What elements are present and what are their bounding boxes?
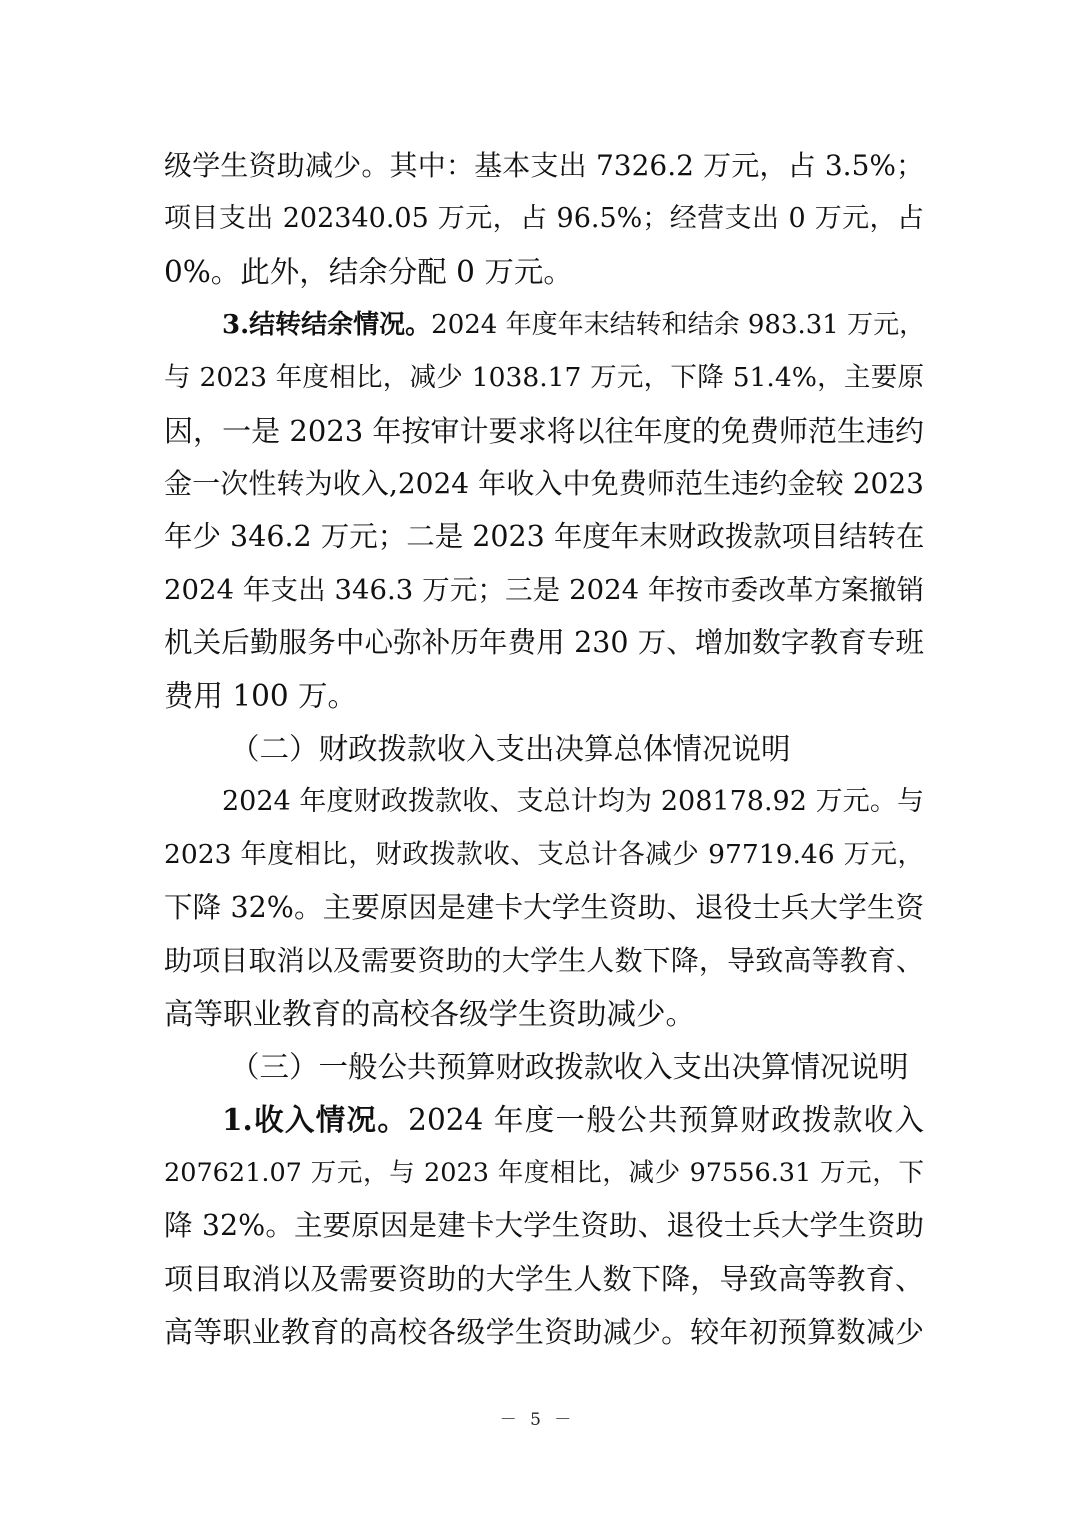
- paragraph-line: 高等职业教育的高校各级学生资助减少。较年初预算数减少: [164, 1315, 924, 1349]
- paragraph-line: 2024 年度财政拨款收、支总计均为 208178.92 万元。与: [222, 786, 924, 817]
- paragraph-lead: 3.结转结余情况。: [222, 310, 432, 340]
- section-heading: （三）一般公共预算财政拨款收入支出决算情况说明: [230, 1050, 909, 1084]
- paragraph-line: 费用 100 万。: [164, 679, 358, 713]
- paragraph-line: 高等职业教育的高校各级学生资助减少。: [164, 997, 696, 1031]
- paragraph-line: 2023 年度相比，财政拨款收、支总计各减少 97719.46 万元，: [164, 839, 924, 870]
- paragraph-line: 2024 年支出 346.3 万元；三是 2024 年按市委改革方案撤销: [164, 574, 924, 606]
- paragraph-text: 2024 年度一般公共预算财政拨款收入: [408, 1103, 924, 1137]
- paragraph-line: 0%。此外，结余分配 0 万元。: [164, 255, 573, 289]
- paragraph-text: 2024 年度年末结转和结余 983.31 万元，: [431, 310, 926, 340]
- paragraph-line: 降 32%。主要原因是建卡大学生资助、退役士兵大学生资助: [164, 1209, 924, 1242]
- page-number: － 5 －: [499, 1410, 576, 1430]
- paragraph-line: 金一次性转为收入,2024 年收入中免费师范生违约金较 2023: [164, 467, 924, 500]
- paragraph-line: 与 2023 年度相比，减少 1038.17 万元，下降 51.4%，主要原: [164, 362, 924, 393]
- paragraph-line: 207621.07 万元，与 2023 年度相比，减少 97556.31 万元，下: [164, 1158, 924, 1188]
- paragraph-line: 因，一是 2023 年按审计要求将以往年度的免费师范生违约: [164, 414, 924, 448]
- paragraph-line: 下降 32%。主要原因是建卡大学生资助、退役士兵大学生资: [164, 891, 924, 924]
- paragraph-line: 项目取消以及需要资助的大学生人数下降，导致高等教育、: [164, 1262, 924, 1296]
- paragraph-line: 年少 346.2 万元；二是 2023 年度年末财政拨款项目结转在: [164, 520, 925, 553]
- paragraph-line: 级学生资助减少。其中：基本支出 7326.2 万元，占 3.5%；: [164, 149, 924, 182]
- paragraph-lead: 1.收入情况。: [222, 1102, 409, 1137]
- paragraph-line: [222, 305, 924, 345]
- paragraph-line: 项目支出 202340.05 万元，占 96.5%；经营支出 0 万元，占: [164, 203, 924, 234]
- paragraph-line: 机关后勤服务中心弥补历年费用 230 万、增加数字教育专班: [164, 626, 924, 659]
- section-heading: （二）财政拨款收入支出决算总体情况说明: [230, 732, 791, 766]
- paragraph-line: [222, 1100, 924, 1140]
- paragraph-line: 助项目取消以及需要资助的大学生人数下降，导致高等教育、: [164, 944, 924, 977]
